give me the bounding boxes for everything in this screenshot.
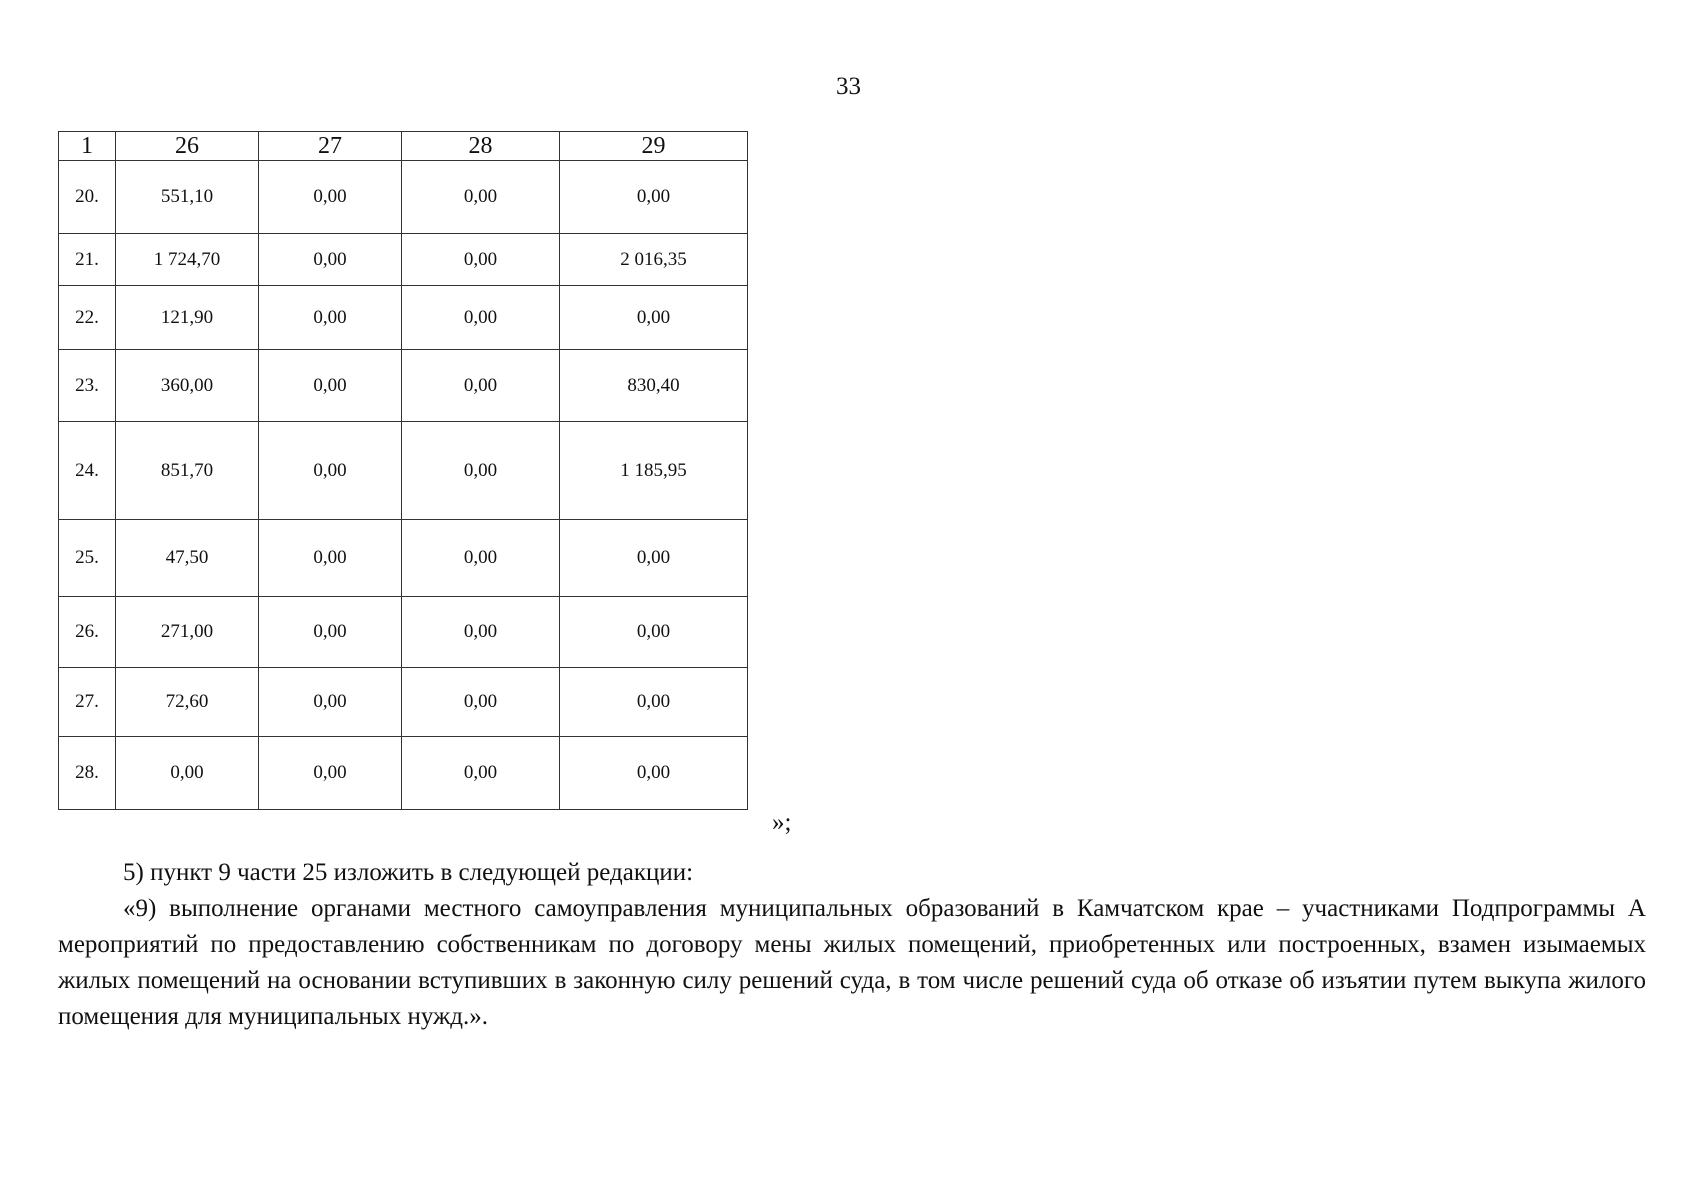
table-cell: 0,00 (259, 597, 402, 668)
column-header: 29 (560, 132, 748, 161)
table-cell: 72,60 (116, 668, 259, 737)
table-cell: 0,00 (560, 597, 748, 668)
table-cell: 0,00 (116, 737, 259, 810)
table-row (59, 668, 748, 737)
column-header: 1 (59, 132, 116, 161)
page-number: 33 (836, 73, 861, 100)
table-cell: 0,00 (259, 161, 402, 234)
table-cell: 0,00 (259, 350, 402, 422)
table-cell: 0,00 (259, 737, 402, 810)
row-number-cell: 26. (59, 597, 116, 668)
row-number-cell: 23. (59, 350, 116, 422)
table-cell: 551,10 (116, 161, 259, 234)
table-cell: 851,70 (116, 422, 259, 520)
table-cell: 0,00 (560, 668, 748, 737)
table-cell: 0,00 (402, 161, 560, 234)
row-number-cell: 21. (59, 234, 116, 286)
table-cell: 2 016,35 (560, 234, 748, 286)
row-number-cell: 24. (59, 422, 116, 520)
column-header: 28 (402, 132, 560, 161)
table-cell: 0,00 (402, 234, 560, 286)
table-cell: 47,50 (116, 520, 259, 597)
column-header: 27 (259, 132, 402, 161)
table-cell: 0,00 (560, 286, 748, 350)
table-row (59, 161, 748, 234)
table-row (59, 350, 748, 422)
table-cell: 0,00 (402, 422, 560, 520)
table-cell: 0,00 (259, 286, 402, 350)
table-cell: 0,00 (402, 350, 560, 422)
table-cell: 0,00 (402, 286, 560, 350)
table-cell: 0,00 (402, 597, 560, 668)
table-header-row (59, 132, 748, 161)
row-number-cell: 22. (59, 286, 116, 350)
table-cell: 0,00 (402, 668, 560, 737)
table-cell: 1 185,95 (560, 422, 748, 520)
table-cell: 0,00 (560, 737, 748, 810)
table-row (59, 520, 748, 597)
table-row (59, 286, 748, 350)
table-row (59, 597, 748, 668)
data-table (58, 131, 748, 810)
column-header: 26 (116, 132, 259, 161)
table-cell: 0,00 (402, 520, 560, 597)
closing-quote: »; (772, 809, 792, 836)
amendment-text (58, 855, 1646, 1035)
table-cell: 271,00 (116, 597, 259, 668)
table-cell: 1 724,70 (116, 234, 259, 286)
row-number-cell: 27. (59, 668, 116, 737)
table-cell: 0,00 (259, 234, 402, 286)
amendment-clause-text: «9) выполнение органами местного самоуправления муниципальных образований в Камчатском крае – участниками Подпрограммы А мероприятий по предоставлению собственникам по договору мены жилых помещений, приобретенных или построенных, взамен изымаемых жилых помещений на основании вступивших в законную силу решений суда, в том числе решений суда об отказе об изъятии путем выкупа жилого помещения для муниципальных нужд.». (58, 895, 1646, 1030)
table-cell: 0,00 (402, 737, 560, 810)
table-cell: 0,00 (560, 161, 748, 234)
amendment-instruction: 5) пункт 9 части 25 изложить в следующей редакции: (123, 859, 694, 886)
table-cell: 0,00 (259, 520, 402, 597)
table-cell: 0,00 (259, 668, 402, 737)
table-row (59, 737, 748, 810)
table-cell: 121,90 (116, 286, 259, 350)
row-number-cell: 20. (59, 161, 116, 234)
table-row (59, 422, 748, 520)
table-cell: 0,00 (259, 422, 402, 520)
table-cell: 360,00 (116, 350, 259, 422)
table-cell: 0,00 (560, 520, 748, 597)
table-row (59, 234, 748, 286)
row-number-cell: 28. (59, 737, 116, 810)
row-number-cell: 25. (59, 520, 116, 597)
table-cell: 830,40 (560, 350, 748, 422)
